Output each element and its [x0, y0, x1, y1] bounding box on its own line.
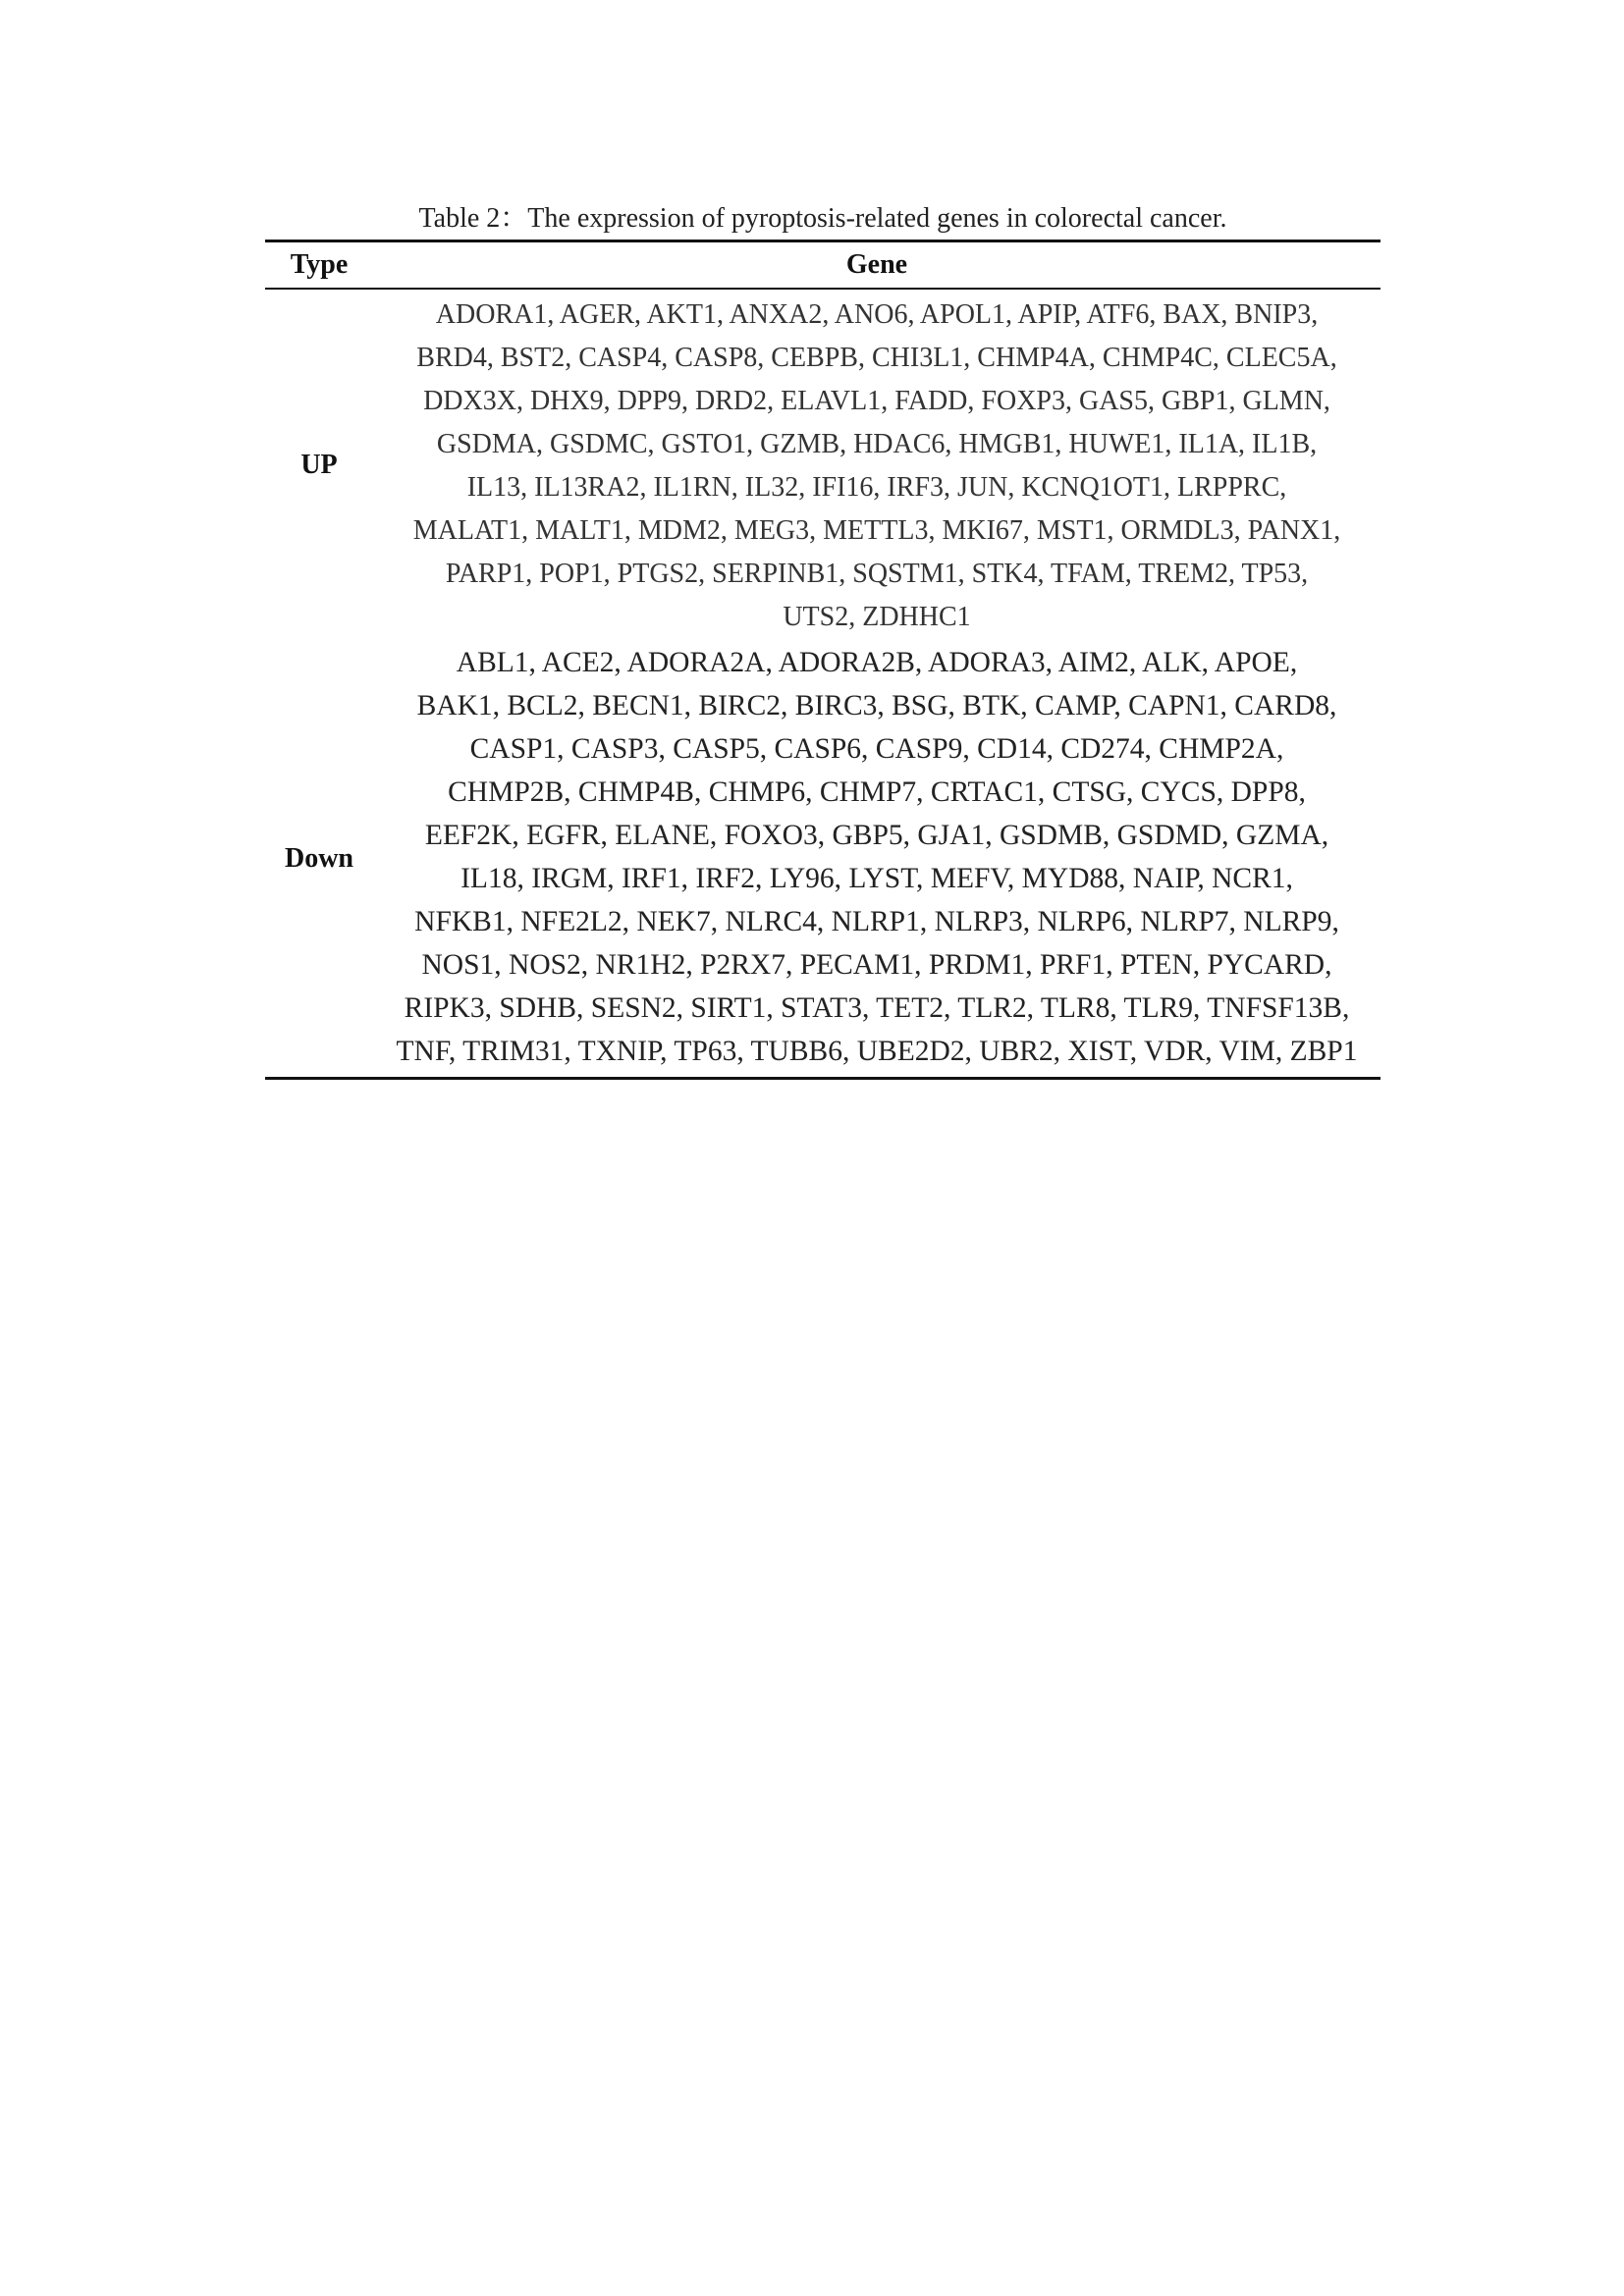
gene-line: CASP1, CASP3, CASP5, CASP6, CASP9, CD14, CD274, CHMP2A, [469, 733, 1284, 765]
gene-line: MALAT1, MALT1, MDM2, MEG3, METTL3, MKI67, MST1, ORMDL3, PANX1, [412, 515, 1341, 546]
row-type-label: Down [284, 843, 353, 874]
gene-line: CHMP2B, CHMP4B, CHMP6, CHMP7, CRTAC1, CTSG, CYCS, DPP8, [448, 776, 1306, 808]
header-gene: Gene [845, 249, 908, 280]
gene-expression-table [265, 240, 1380, 1080]
gene-line: NOS1, NOS2, NR1H2, P2RX7, PECAM1, PRDM1, PRF1, PTEN, PYCARD, [421, 949, 1332, 981]
gene-line: EEF2K, EGFR, ELANE, FOXO3, GBP5, GJA1, GSDMB, GSDMD, GZMA, [424, 820, 1329, 851]
gene-line: ABL1, ACE2, ADORA2A, ADORA2B, ADORA3, AIM2, ALK, APOE, [456, 647, 1298, 678]
gene-line: BRD4, BST2, CASP4, CASP8, CEBPB, CHI3L1, CHMP4A, CHMP4C, CLEC5A, [416, 343, 1337, 373]
table-caption: Table 2：The expression of pyroptosis-related genes in colorectal cancer. [418, 203, 1227, 234]
table-header-row [265, 242, 1380, 290]
gene-line: IL18, IRGM, IRF1, IRF2, LY96, LYST, MEFV, MYD88, NAIP, NCR1, [460, 863, 1293, 894]
gene-line: ADORA1, AGER, AKT1, ANXA2, ANO6, APOL1, APIP, ATF6, BAX, BNIP3, [435, 299, 1319, 330]
table-row-down [265, 641, 1380, 1077]
gene-line: DDX3X, DHX9, DPP9, DRD2, ELAVL1, FADD, FOXP3, GAS5, GBP1, GLMN, [423, 386, 1330, 416]
gene-list-up [373, 290, 1380, 641]
gene-line: BAK1, BCL2, BECN1, BIRC2, BIRC3, BSG, BTK, CAMP, CAPN1, CARD8, [416, 690, 1337, 721]
gene-line: RIPK3, SDHB, SESN2, SIRT1, STAT3, TET2, TLR2, TLR8, TLR9, TNFSF13B, [404, 992, 1350, 1024]
row-type-label: UP [300, 450, 338, 480]
header-type: Type [290, 249, 349, 280]
gene-line: GSDMA, GSDMC, GSTO1, GZMB, HDAC6, HMGB1, HUWE1, IL1A, IL1B, [436, 429, 1318, 459]
gene-list-down [373, 641, 1380, 1077]
gene-line: IL13, IL13RA2, IL1RN, IL32, IFI16, IRF3, JUN, KCNQ1OT1, LRPPRC, [466, 472, 1287, 503]
gene-line: NFKB1, NFE2L2, NEK7, NLRC4, NLRP1, NLRP3, NLRP6, NLRP7, NLRP9, [414, 906, 1339, 937]
table-row-up [265, 290, 1380, 641]
gene-line: TNF, TRIM31, TXNIP, TP63, TUBB6, UBE2D2, UBR2, XIST, VDR, VIM, ZBP1 [396, 1036, 1358, 1067]
gene-line: PARP1, POP1, PTGS2, SERPINB1, SQSTM1, STK4, TFAM, TREM2, TP53, [445, 559, 1309, 589]
gene-line: UTS2, ZDHHC1 [783, 602, 971, 632]
